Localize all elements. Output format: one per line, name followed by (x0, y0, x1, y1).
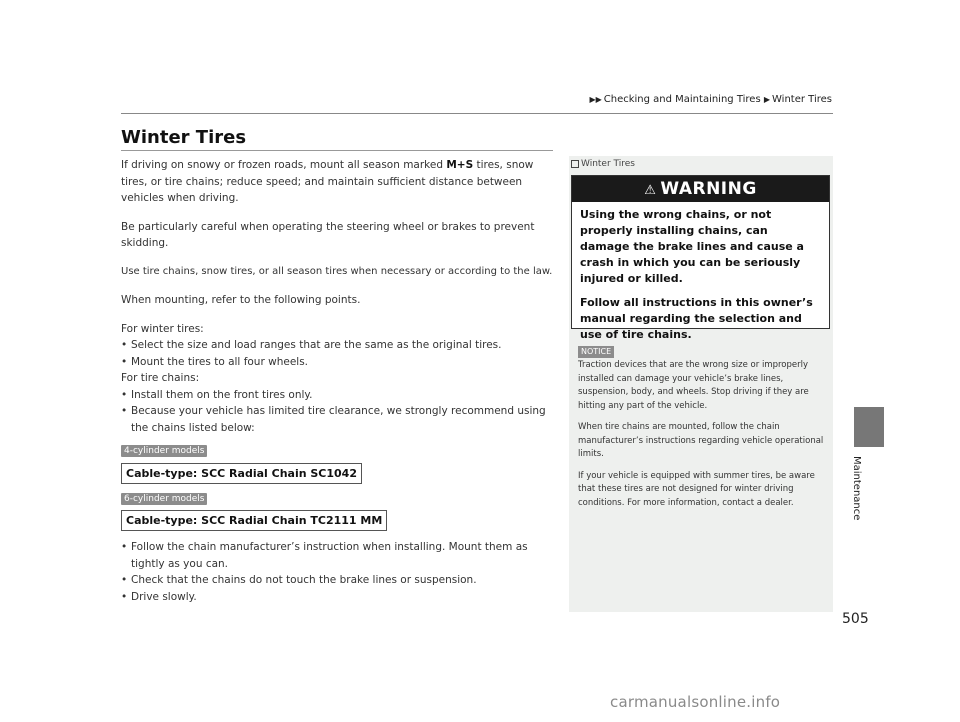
breadcrumb (589, 94, 832, 105)
warning-text: Using the wrong chains, or not properly installing chains, can damage the brake lines and cause a crash in which you can be seriously injured or killed. (580, 208, 804, 285)
title-divider (121, 150, 553, 151)
list-item: • Mount the tires to all four wheels. (121, 354, 556, 371)
model-tag-4cyl: 4-cylinder models (121, 445, 207, 457)
mounting-paragraph: When mounting, refer to the following points. (121, 294, 361, 306)
breadcrumb-section[interactable]: Checking and Maintaining Tires (603, 94, 761, 105)
warning-text: Follow all instructions in this owner’s manual regarding the selection and use of tire chains. (580, 296, 813, 341)
list-item: • Drive slowly. (121, 589, 556, 606)
list-item: • Follow the chain manufacturer’s instruction when installing. Mount them as tightly as you can. (121, 539, 556, 572)
watermark: carmanualsonline.info (610, 693, 781, 711)
breadcrumb-page[interactable]: Winter Tires (772, 94, 832, 105)
list-item: • Because your vehicle has limited tire clearance, we strongly recommend using the chains listed below: (121, 403, 556, 436)
chain-spec-4cyl: Cable-type: SCC Radial Chain SC1042 (121, 463, 362, 484)
chevron-right-icon: ▶▶ (589, 95, 602, 104)
intro-paragraph: If driving on snowy or frozen roads, mount all season marked M+S tires, snow tires, or tire chains; reduce speed; and maintain sufficient distance between vehicles when driving. (121, 159, 534, 204)
reference-heading: Winter Tires (569, 156, 833, 172)
caution-paragraph: Be particularly careful when operating the steering wheel or brakes to prevent skidding. (121, 220, 535, 249)
notice-badge: NOTICE (578, 346, 614, 358)
chains-heading: For tire chains: (121, 372, 200, 384)
header-divider (121, 113, 833, 114)
list-item: • Select the size and load ranges that are the same as the original tires. (121, 337, 556, 354)
list-item: • Install them on the front tires only. (121, 387, 556, 404)
section-tab[interactable] (854, 407, 884, 447)
list-item: • Check that the chains do not touch the brake lines or suspension. (121, 572, 556, 589)
chevron-right-icon: ▶ (763, 95, 771, 104)
side-paragraph: When tire chains are mounted, follow the chain manufacturer’s instructions regarding vehicle operational limits. (578, 422, 824, 459)
winter-heading: For winter tires: (121, 322, 204, 335)
sidebar-notes (569, 156, 833, 612)
law-paragraph: Use tire chains, snow tires, or all season tires when necessary or according to the law. (121, 265, 553, 277)
reference-icon (571, 160, 579, 168)
notice-text: Traction devices that are the wrong size or improperly installed can damage your vehicle’s brake lines, suspension, body, and wheels. Stop driving if they are hitting any part of the vehicle. (578, 360, 809, 411)
ms-mark: M+S (446, 159, 474, 171)
side-paragraph: If your vehicle is equipped with summer tires, be aware that these tires are not designed for winter driving conditions. For more information, contact a dealer. (578, 470, 815, 508)
main-content (121, 157, 556, 605)
model-tag-6cyl: 6-cylinder models (121, 493, 207, 505)
page-title: Winter Tires (121, 127, 247, 148)
warning-banner: ⚠ WARNING (572, 176, 829, 202)
page-number: 505 (842, 611, 869, 627)
warning-box (571, 175, 830, 341)
chain-spec-6cyl: Cable-type: SCC Radial Chain TC2111 MM (121, 510, 387, 531)
section-tab-label: Maintenance (851, 456, 862, 521)
warning-icon: ⚠ (644, 183, 657, 198)
